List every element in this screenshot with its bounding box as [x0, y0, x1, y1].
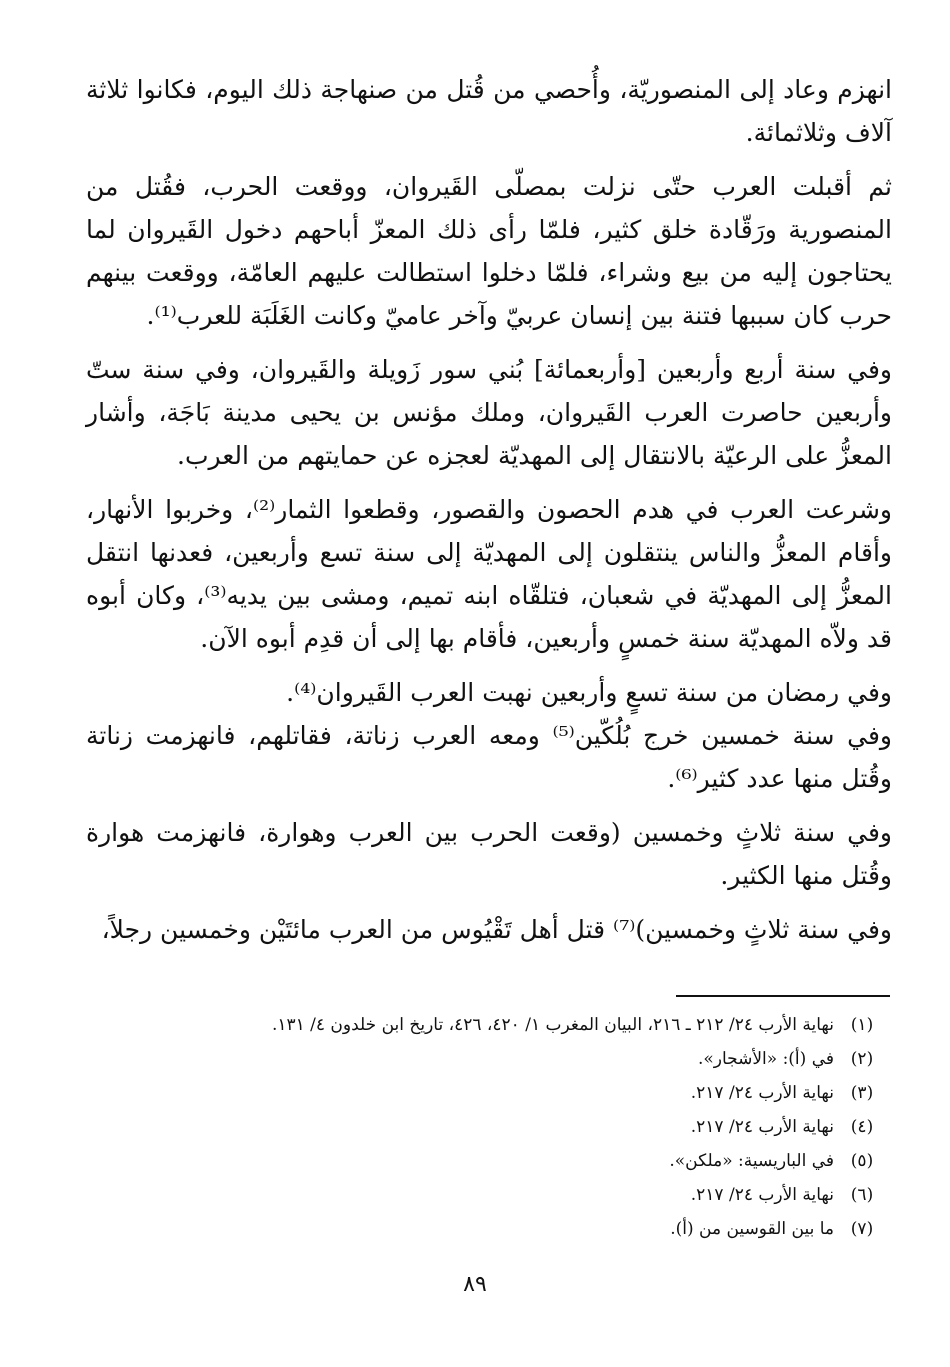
- footnote-3: [120, 1076, 890, 1110]
- footnote-text: نهاية الأرب ٢٤/ ٢١٢ ـ ٢١٦، البيان المغرب ١/ ٤٢٠، ٤٢٦، تاريخ ابن خلدون ٤/ ١٣١.: [271, 1015, 834, 1035]
- footnote-text: ما بين القوسين من (أ).: [670, 1219, 834, 1239]
- footnote-number: (٧): [850, 1219, 874, 1239]
- footnote-text: نهاية الأرب ٢٤/ ٢١٧.: [690, 1083, 834, 1103]
- paragraph-7: وفي سنة ثلاثٍ وخمسين (وقعت الحرب بين العرب وهوارة، فانهزمت هوارة وقُتل منها الكثير.: [86, 818, 892, 890]
- paragraph-4: وشرعت العرب في هدم الحصون والقصور، وقطعوا الثمار⁽²⁾، وخربوا الأنهار، وأقام المعزُّ والناس ينتقلون إلى المهديّة إلى سنة تسع وأربعين، فعدنها انتقل المعزُّ إلى المهديّة في شعبان، فتلقّاه ابنه تميم، ومشى بين يديه⁽³⁾، وكان أبوه قد ولاّه المهديّة سنة خمسٍ وأربعين، فأقام بها إلى أن قدِم أبوه الآن.: [86, 495, 892, 653]
- paragraph-3: وفي سنة أربع وأربعين [وأربعمائة] بُني سور زَويلة والقَيروان، وفي سنة ستّ وأربعين حاصرت العرب القَيروان، وملك مؤنس بن يحيى مدينة بَاجَة، وأشار المعزُّ على الرعيّة بالانتقال إلى المهديّة لعجزه عن حمايتهم من العرب.: [86, 355, 892, 470]
- page-number: ٨٩: [463, 1272, 487, 1297]
- footnote-number: (٥): [850, 1151, 874, 1171]
- footnote-divider: [676, 995, 890, 997]
- footnote-number: (٦): [850, 1185, 874, 1205]
- footnote-number: (٣): [850, 1083, 874, 1103]
- footnote-text: في الباريسية: «ملكن».: [669, 1151, 834, 1171]
- paragraph-2: ثم أقبلت العرب حتّى نزلت بمصلّى القَيروان، ووقعت الحرب، فقُتل من المنصورية ورَقّادة خلق كثير، فلمّا رأى ذلك المعزّ أباحهم دخول القَيروان لما يحتاجون إليه من بيع وشراء، فلمّا دخلوا استطالت عليهم العامّة، ووقعت بينهم حرب كان سببها فتنة بين إنسان عربيّ وآخر عاميّ وكانت الغَلَبَة للعرب⁽¹⁾.: [86, 172, 892, 330]
- footnote-number: (٤): [850, 1117, 874, 1137]
- footnote-text: في (أ): «الأشجار».: [697, 1049, 834, 1069]
- footnote-1: [120, 1008, 890, 1042]
- paragraph-5: وفي رمضان من سنة تسعٍ وأربعين نهبت العرب القَيروان⁽⁴⁾.: [286, 678, 892, 707]
- footnote-5: [120, 1144, 890, 1178]
- footnote-text: نهاية الأرب ٢٤/ ٢١٧.: [690, 1117, 834, 1137]
- footnote-6: [120, 1178, 890, 1212]
- footnotes-list: [120, 1008, 890, 1246]
- footnote-2: [120, 1042, 890, 1076]
- paragraph-1: انهزم وعاد إلى المنصوريّة، وأُحصي من قُتل من صنهاجة ذلك اليوم، فكانوا ثلاثة آلاف وثلاثمائة.: [86, 75, 892, 147]
- paragraph-8: وفي سنة ثلاثٍ وخمسين)⁽⁷⁾ قتل أهل تَقْيُوس من العرب مائتَيْن وخمسين رجلاً،: [101, 915, 892, 944]
- footnote-number: (١): [850, 1015, 874, 1035]
- footnote-number: (٢): [850, 1049, 874, 1069]
- footnote-4: [120, 1110, 890, 1144]
- footnote-text: نهاية الأرب ٢٤/ ٢١٧.: [690, 1185, 834, 1205]
- footnote-7: [120, 1212, 890, 1246]
- paragraph-6: وفي سنة خمسين خرج بُلُكّين⁽⁵⁾ ومعه العرب زناتة، فقاتلهم، فانهزمت زناتة وقُتل منها عدد كثير⁽⁶⁾.: [86, 721, 892, 793]
- main-text: [86, 68, 892, 962]
